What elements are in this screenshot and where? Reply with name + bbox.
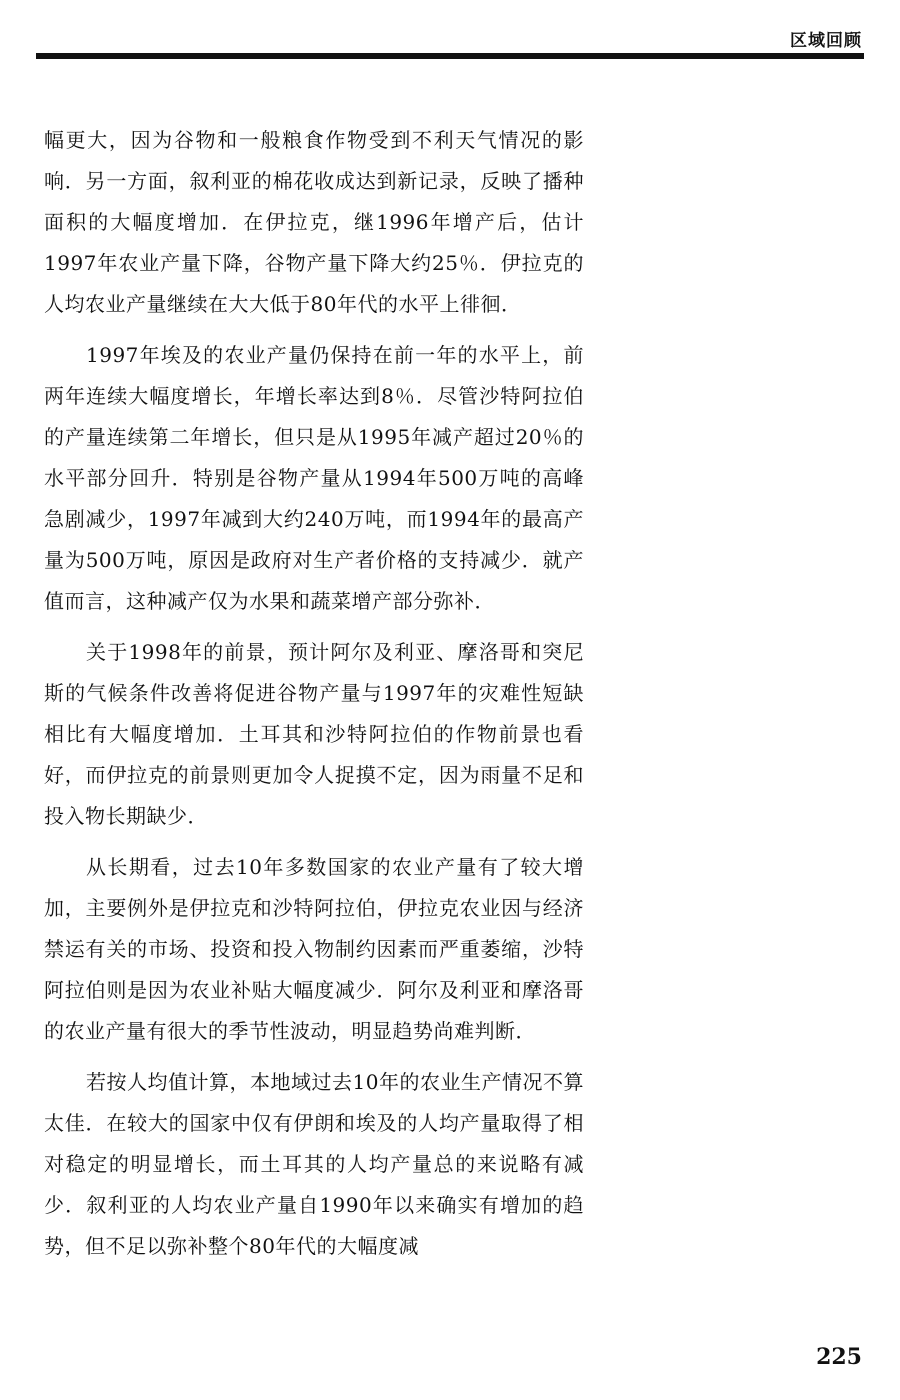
- paragraph-long-term: 从长期看，过去10年多数国家的农业产量有了较大增加，主要例外是伊拉克和沙特阿拉伯，伊拉克农业因与经济禁运有关的市场、投资和投入物制约因素而严重萎缩，沙特阿拉伯则是因为农业补贴大幅度减少．阿尔及利亚和摩洛哥的农业产量有很大的季节性波动，明显趋势尚难判断．: [44, 855, 584, 1043]
- paragraph-per-capita: 若按人均值计算，本地域过去10年的农业生产情况不算太佳．在较大的国家中仅有伊朗和埃及的人均产量取得了相对稳定的明显增长，而土耳其的人均产量总的来说略有减少．叙利亚的人均农业产量自1990年以来确实有增加的趋势，但不足以弥补整个80年代的大幅度减: [44, 1070, 584, 1258]
- paragraph-continued: 幅更大，因为谷物和一般粮食作物受到不利天气情况的影响．另一方面，叙利亚的棉花收成达到新记录，反映了播种面积的大幅度增加．在伊拉克，继1996年增产后，估计1997年农业产量下降，谷物产量下降大约25％．伊拉克的人均农业产量继续在大大低于80年代的水平上徘徊．: [44, 128, 584, 316]
- header-rule: [36, 53, 864, 59]
- page-number: 225: [816, 1344, 862, 1370]
- body-text: [44, 120, 584, 1277]
- section-title: 区域回顾: [790, 31, 862, 51]
- paragraph-egypt-saudi: 1997年埃及的农业产量仍保持在前一年的水平上，前两年连续大幅度增长，年增长率达到8％．尽管沙特阿拉伯的产量连续第二年增长，但只是从1995年减产超过20％的水平部分回升．特别是谷物产量从1994年500万吨的高峰急剧减少，1997年减到大约240万吨，而1994年的最高产量为500万吨，原因是政府对生产者价格的支持减少．就产值而言，这种减产仅为水果和蔬菜增产部分弥补．: [44, 343, 584, 613]
- paragraph-outlook-1998: 关于1998年的前景，预计阿尔及利亚、摩洛哥和突尼斯的气候条件改善将促进谷物产量与1997年的灾难性短缺相比有大幅度增加．土耳其和沙特阿拉伯的作物前景也看好，而伊拉克的前景则更加令人捉摸不定，因为雨量不足和投入物长期缺少．: [44, 640, 584, 828]
